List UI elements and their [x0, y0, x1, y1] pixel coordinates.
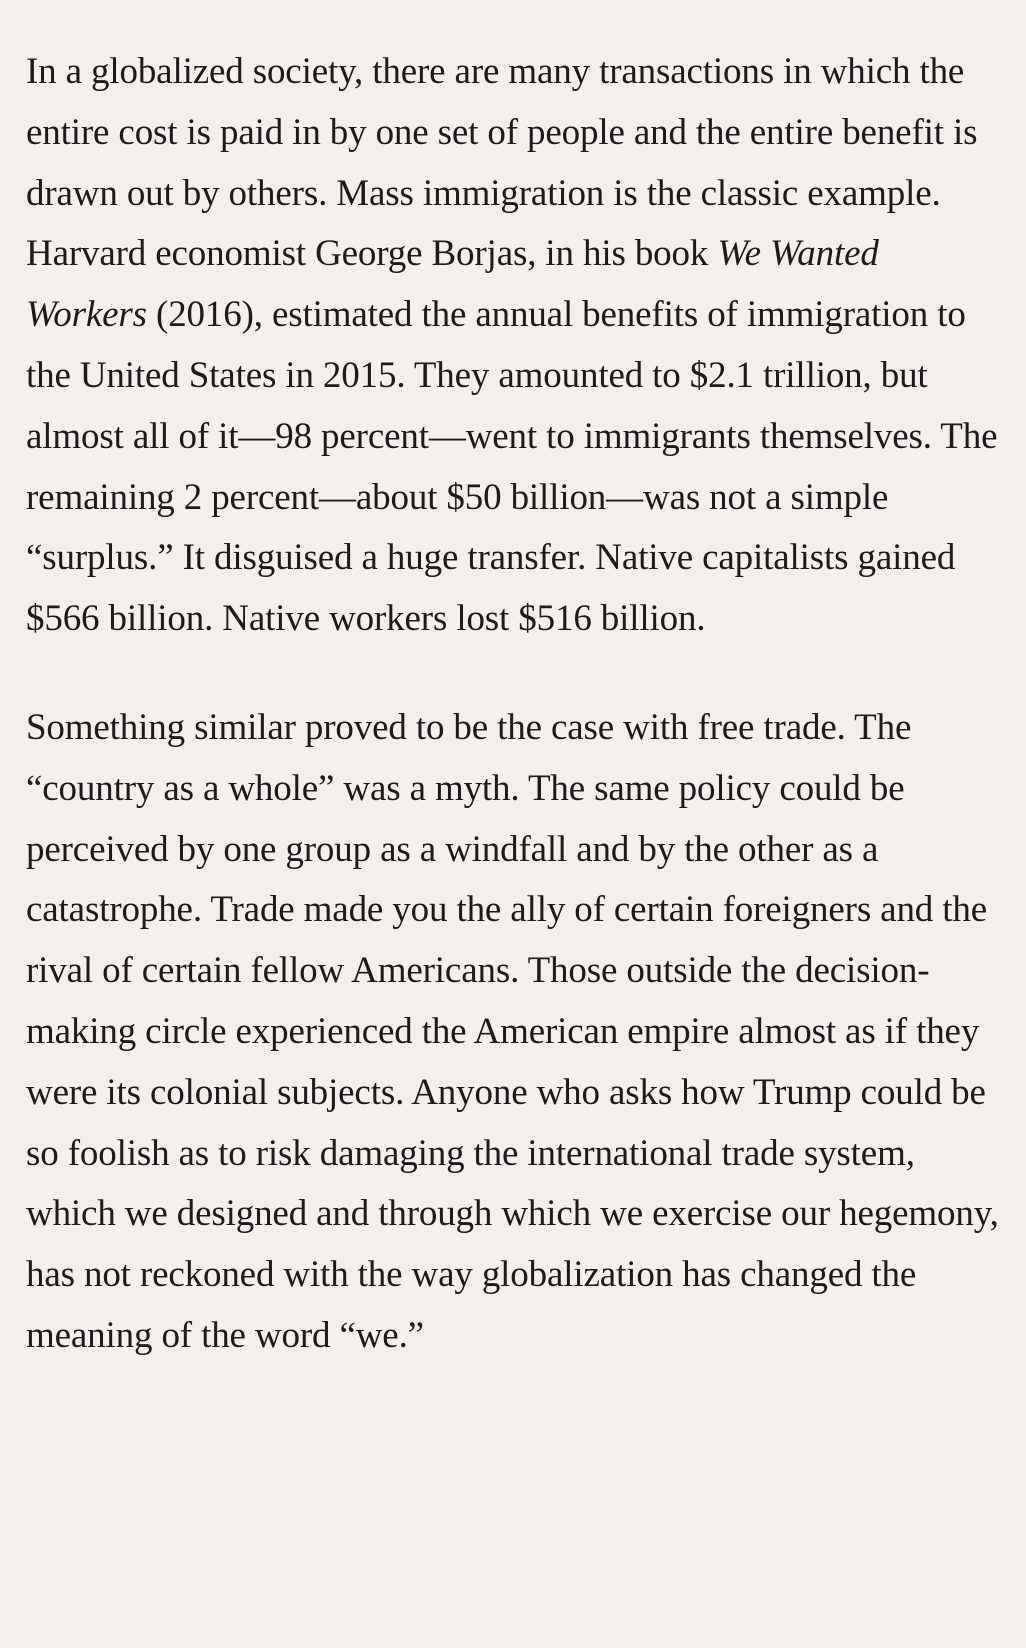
paragraph-text-lead: In a globalized society, there are many transactions in which the entire cost is paid in by one set of people and the entire benefit is drawn out by others. Mass immigration is the classic example. Harvard economist George Borjas, in his book	[26, 51, 978, 275]
paragraph-immigration	[26, 42, 1000, 650]
book-title: We Wanted Workers	[26, 233, 879, 336]
paragraph-text-rest: (2016), estimated the annual benefits of immigration to the United States in 2015. They amounted to $2.1 trillion, but almost all of it—98 percent—went to immigrants themselves. The remaining 2 percent—about $50 billion—was not a simple “surplus.” It disguised a huge transfer. Native capitalists gained $566 billion. Native workers lost $516 billion.	[26, 294, 998, 640]
paragraph-free-trade	[26, 698, 1000, 1367]
paragraph-text: Something similar proved to be the case with free trade. The “country as a whole” was a myth. The same policy could be perceived by one group as a windfall and by the other as a catastrophe. Trade made you the ally of certain foreigners and the rival of certain fellow Americans. Those outside the decision-making circle experienced the American empire almost as if they were its colonial subjects. Anyone who asks how Trump could be so foolish as to risk damaging the international trade system, which we designed and through which we exercise our hegemony, has not reckoned with the way globalization has changed the meaning of the word “we.”	[26, 706, 999, 1356]
